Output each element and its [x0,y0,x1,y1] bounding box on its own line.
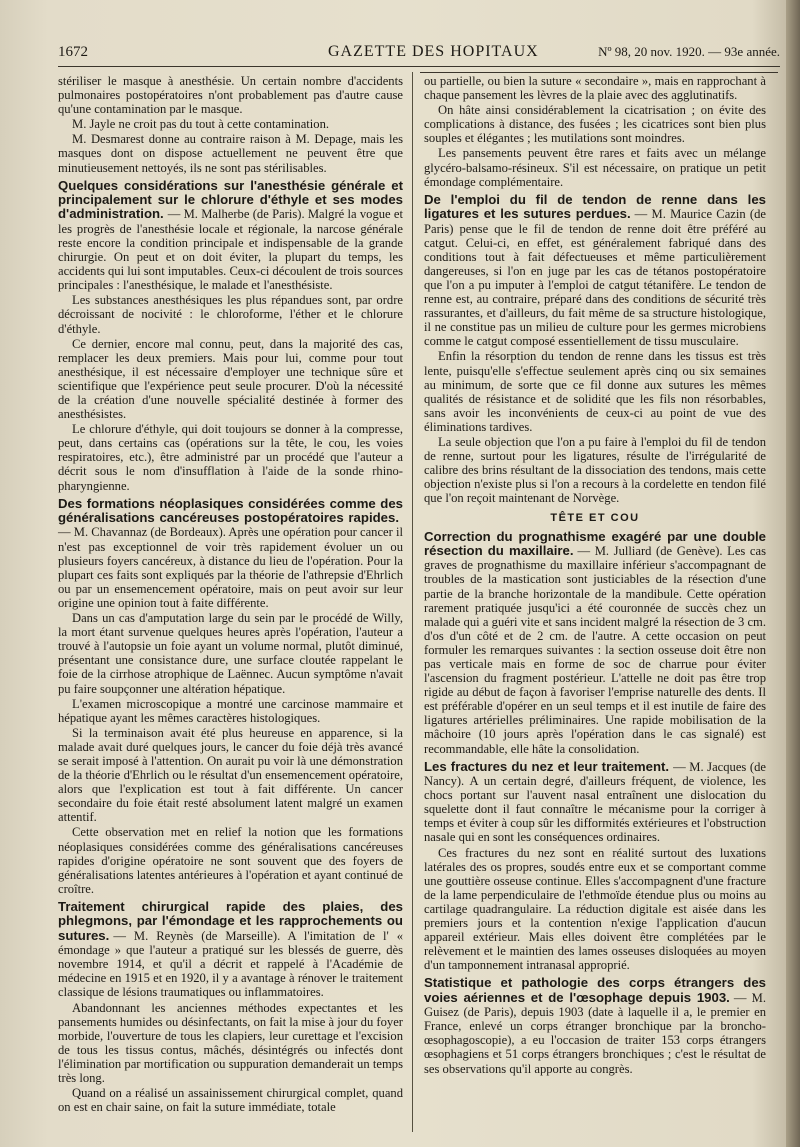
article-paragraph [424,349,766,434]
paragraph-text: — M. Reynès (de Marseille). A l'imitation de l' « émondage » que l'auteur a pratiqué sur les blessés de guerre, dès novembre 1914, et qu'il a décrit et rappelé à l'Académie de médecine en 1915 et en 1920, il y a avantage à rénover le traitement classique de lésions traumatiques ou inflammatoires. [58,928,403,1000]
article-paragraph [58,1001,403,1086]
article-heading: Correction du prognathisme exagéré par une double résection du maxillaire. [424,528,766,558]
issue-info: Nº 98, 20 nov. 1920. — 93e année. [598,44,780,59]
article-paragraph-with-heading [58,179,403,293]
paragraph-text: — M. Jacques (de Nancy). A un certain degré, d'ailleurs fréquent, de violence, les chocs portant sur l'auvent nasal entraînent une dislocation du squelette dont il faut connaître le mécanisme pour la corriger à temps et éviter à coup sûr les difformités extérieures et l'obstruction nasale qui en sont les conséquences ordinaires. [424,759,766,845]
paragraph-text: Les substances anesthésiques les plus répandues sont, par ordre décroissant de nocivité : le chloroforme, l'éther et le chlorure d'éthyle. [58,293,403,336]
article-heading: Statistique et pathologie des corps étrangers des voies aériennes et de l'œsophage depuis 1903. [424,975,766,1005]
paragraph-text: Les pansements peuvent être rares et faits avec un mélange glycéro-balsamo-résineux. S'il est nécessaire, on pratique un petit émondage complémentaire. [424,146,766,189]
article-paragraph [58,293,403,335]
paragraph-text: Enfin la résorption du tendon de renne dans les tissus est très lente, puisqu'elle s'effectue seulement après cinq ou six semaines au minimum, de sorte que ce fil donne aux sutures les mêmes qualités de résistance et de solidité que les fils non résorbables, sans avoir les inconvénients de ceux-ci au point de vue des éliminations tardives. [424,349,766,434]
paragraph-text: M. Jayle ne croit pas du tout à cette contamination. [72,117,330,132]
paragraph-text: Dans un cas d'amputation large du sein par le procédé de Willy, la mort étant survenue quelques heures après l'opération, l'auteur a trouvé à l'autopsie un foie ayant un volume normal, plutôt diminué, présentant une consistance dure, une surface cloutée rappelant le foie de la cirrhose atrophique de Laënnec. Aucun symptôme n'avait pu faire soupçonner une altération hépatique. [58,611,403,696]
article-paragraph-with-heading [424,530,766,756]
article-paragraph [58,825,403,895]
article-paragraph [58,1086,403,1114]
article-paragraph [58,74,403,116]
article-paragraph [58,726,403,825]
section-rubric: TÊTE ET COU [550,512,640,525]
article-heading: De l'emploi du fil de tendon de renne dans les ligatures et les sutures perdues. [424,191,766,222]
paragraph-text: M. Desmarest donne au contraire raison à M. Depage, mais les masques dont on dispose actuellement ne peuvent être que minutieusement nettoyés, ils ne sont pas stérilisables. [58,132,403,175]
paragraph-text: — M. Guisez (de Paris), depuis 1903 (date à laquelle il a, le premier en France, enlevé un corps étranger bronchique par la broncho-œsophagoscopie), a eu l'occasion de traiter 153 corps étrangers œsophagiens et 51 corps étrangers bronchiques ; c'est le résultat de ses observations qu'il apporte au congrès. [424,990,766,1076]
article-paragraph-with-heading [58,900,403,1000]
paragraph-text: — M. Malherbe (de Paris). Malgré la vogue et les progrès de l'anesthésie locale et régionale, la narcose générale reste encore la condition principale et indispensable de la grande chirurgie. On peut et on doit éviter, la plupart du temps, les accidents qui lui sont imputables. Ceux-ci découlent de trois sources principales : l'anesthésique, le malade et l'anesthésiste. [58,207,403,293]
article-paragraph [424,74,766,102]
journal-title: GAZETTE DES HOPITAUX [328,43,539,60]
page-spine-edge [786,0,800,1147]
paragraph-text: — M. Maurice Cazin (de Paris) pense que le fil de tendon de renne doit être préféré au catgut. Celui-ci, en effet, est généralement fabriqué dans des conditions tout à fait défectueuses et même particulièrement dangereuses, si l'on en juge par les cas de tétanos postopératoire que l'on a pu imputer à l'emploi de catgut tétanifère. Le tendon de renne est, au contraire, préparé dans des conditions de sécurité très rassurantes, et d'ailleurs, du fait même de sa structure histologique, il ne constitue pas un milieu de culture pour les germes microbiens comme le catgut composé essentiellement de tissu musculaire. [424,207,766,349]
article-paragraph [424,435,766,505]
article-paragraph-with-heading [424,193,766,349]
article-heading: Les fractures du nez et leur traitement. [424,758,670,774]
header-rule-secondary [420,72,778,73]
paragraph-text: stériliser le masque à anesthésie. Un certain nombre d'accidents pulmonaires postopératoires n'ont probablement pas d'autre cause qu'une contamination par le masque. [58,74,403,117]
article-paragraph [58,611,403,696]
article-paragraph [58,337,403,422]
paragraph-text: — M. Julliard (de Genève). Les cas graves de prognathisme du maxillaire inférieur s'accompagnant de troubles de la mastication sont justiciables de la résection d'une partie de la branche horizontale de la mandibule. Cette opération rarement pratiquée jusqu'ici a été couronnée de succès chez un malade qui a guéri vite et sans incident malgré la résection de 3 cm. d'os d'un côté et de 2 cm. de l'autre. A cette occasion on peut formuler les remarques suivantes : la section osseuse doit être non pas verticale mais en forme de soc de charrue pour éviter l'ascension du fragment postérieur. L'attelle ne doit pas être trop rigide au début de façon à favoriser l'emprise naturelle des dents. Il est préférable d'opérer en un seul temps et il est inutile de faire des ligatures artérielles préliminaires. Une rapide mobilisation de la mâchoire (10 jours après l'opération dans le cas signalé) est recommandable, elle hâte la consolidation. [424,543,767,756]
article-heading: Quelques considérations sur l'anesthésie générale et principalement sur le chlorure d'éthyle et ses modes d'administration. [58,177,403,222]
paragraph-text: — M. Chavannaz (de Bordeaux). Après une opération pour cancer il n'est pas exceptionnel de voir très rapidement évoluer un ou plusieurs foyers cancéreux, à distance du lieu de l'opération. Pour la plupart ces faits sont expliqués par la théorie de l'athrepsie d'Ehrlich ou par un ensemencement opératoire, mais on peut avoir sur leur origine une opinion tout à faite différente. [58,525,403,610]
paragraph-text: La seule objection que l'on a pu faire à l'emploi du fil de tendon de renne, surtout pour les ligatures, résulte de l'irrégularité de calibre des brins résultant de la dissociation des tendons, mais cette objection n'existe plus si l'on a recours à la cordelette en tendon filé que l'on reçoit maintenant de Norvège. [424,434,766,506]
article-paragraph [424,846,766,973]
paragraph-text: ou partielle, ou bien la suture « secondaire », mais en rapprochant à chaque pansement les lèvres de la plaie avec des agglutinatifs. [424,74,766,103]
header-rule [58,66,780,67]
article-paragraph [58,422,403,492]
article-paragraph [58,132,403,174]
article-paragraph-with-heading [58,497,403,610]
article-paragraph [424,146,766,188]
paragraph-text: Ce dernier, encore mal connu, peut, dans la majorité des cas, remplacer les deux premiers. Mais pour lui, comme pour tout anesthésique, il est nécessaire d'employer une technique sûre et scientifique que l'expérience peut seule procurer. D'où la nécessité de la création d'une nouvelle spécialité destinée à former des anesthésistes. [58,336,403,422]
article-paragraph [58,117,403,131]
article-paragraph-with-heading [424,760,766,845]
article-paragraph [58,697,403,725]
paragraph-text: On hâte ainsi considérablement la cicatrisation ; on évite des complications à distance, des fusées ; les cicatrices sont bien plus souples et élégantes ; les mutilations sont moindres. [424,103,766,146]
article-paragraph-with-heading [424,976,766,1075]
left-column [58,74,403,1115]
paragraph-text: Le chlorure d'éthyle, qui doit toujours se donner à la compresse, peut, dans certains cas (opérations sur la tête, le cou, les voies respiratoires, etc.), être administré par un procédé que l'auteur a décrit sous le nom d'insufflation à l'aide de la sonde rhino-pharyngienne. [58,422,403,493]
article-heading: Traitement chirurgical rapide des plaies, des phlegmons, par l'émondage et les rapprochements ou sutures. [58,898,403,943]
paragraph-text: L'examen microscopique a montré une carcinose mammaire et hépatique ayant les mêmes caractères histologiques. [58,696,403,725]
page-number: 1672 [58,44,88,60]
article-paragraph [424,103,766,145]
paragraph-text: Quand on a réalisé un assainissement chirurgical complet, quand on est en chair saine, on fait la suture immédiate, totale [58,1086,403,1115]
paragraph-text: Abandonnant les anciennes méthodes expectantes et les pansements humides ou désinfectants, on fait la mise à jour du foyer morbide, l'ouverture de tous les clapiers, leur curettage et l'excision de tous les tissus contus, mâchés, désintégrés ou infectés dont l'élimination par mortification ou suppuration demanderait un temps très long. [58,1000,403,1085]
column-divider [412,72,413,1132]
page-header [58,40,780,68]
paragraph-text: Ces fractures du nez sont en réalité surtout des luxations latérales des os propres, soudés entre eux et se comportant comme une gouttière osseuse continue. Elles s'accompagnent d'une fracture de la lame perpendiculaire de l'ethmoïde étendue plus ou moins au cartilage quadrangulaire. La réduction digitale est aisée dans les premiers jours et la contention n'exige l'application d'aucun appareil extérieur. Mais elles doivent être complétées par le relèvement et le maintien des lames osseuses disloquées au moyen d'un tamponnement intranasal approprié. [424,845,766,973]
paragraph-text: Cette observation met en relief la notion que les formations néoplasiques considérées comme des généralisations cancéreuses rapides d'origine opératoire ne sont souvent que des foyers de généralisations latentes antérieures à l'opération et ayant continué de croître. [58,825,403,896]
right-column [424,74,766,1077]
paragraph-text: Si la terminaison avait été plus heureuse en apparence, si la malade avait duré quelques jours, le cancer du foie déjà très avancé se serait imposé à l'attention. On aurait pu voir là une démonstration de la théorie d'Ehrlich ou le résultat d'un ensemencement opératoire, alors que l'explication est tout à fait différente. Un cancer secondaire du foie était resté absolument latent malgré un examen attentif. [58,725,403,825]
article-heading: Des formations néoplasiques considérées comme des généralisations cancéreuses postopératoires rapides. [58,495,403,526]
